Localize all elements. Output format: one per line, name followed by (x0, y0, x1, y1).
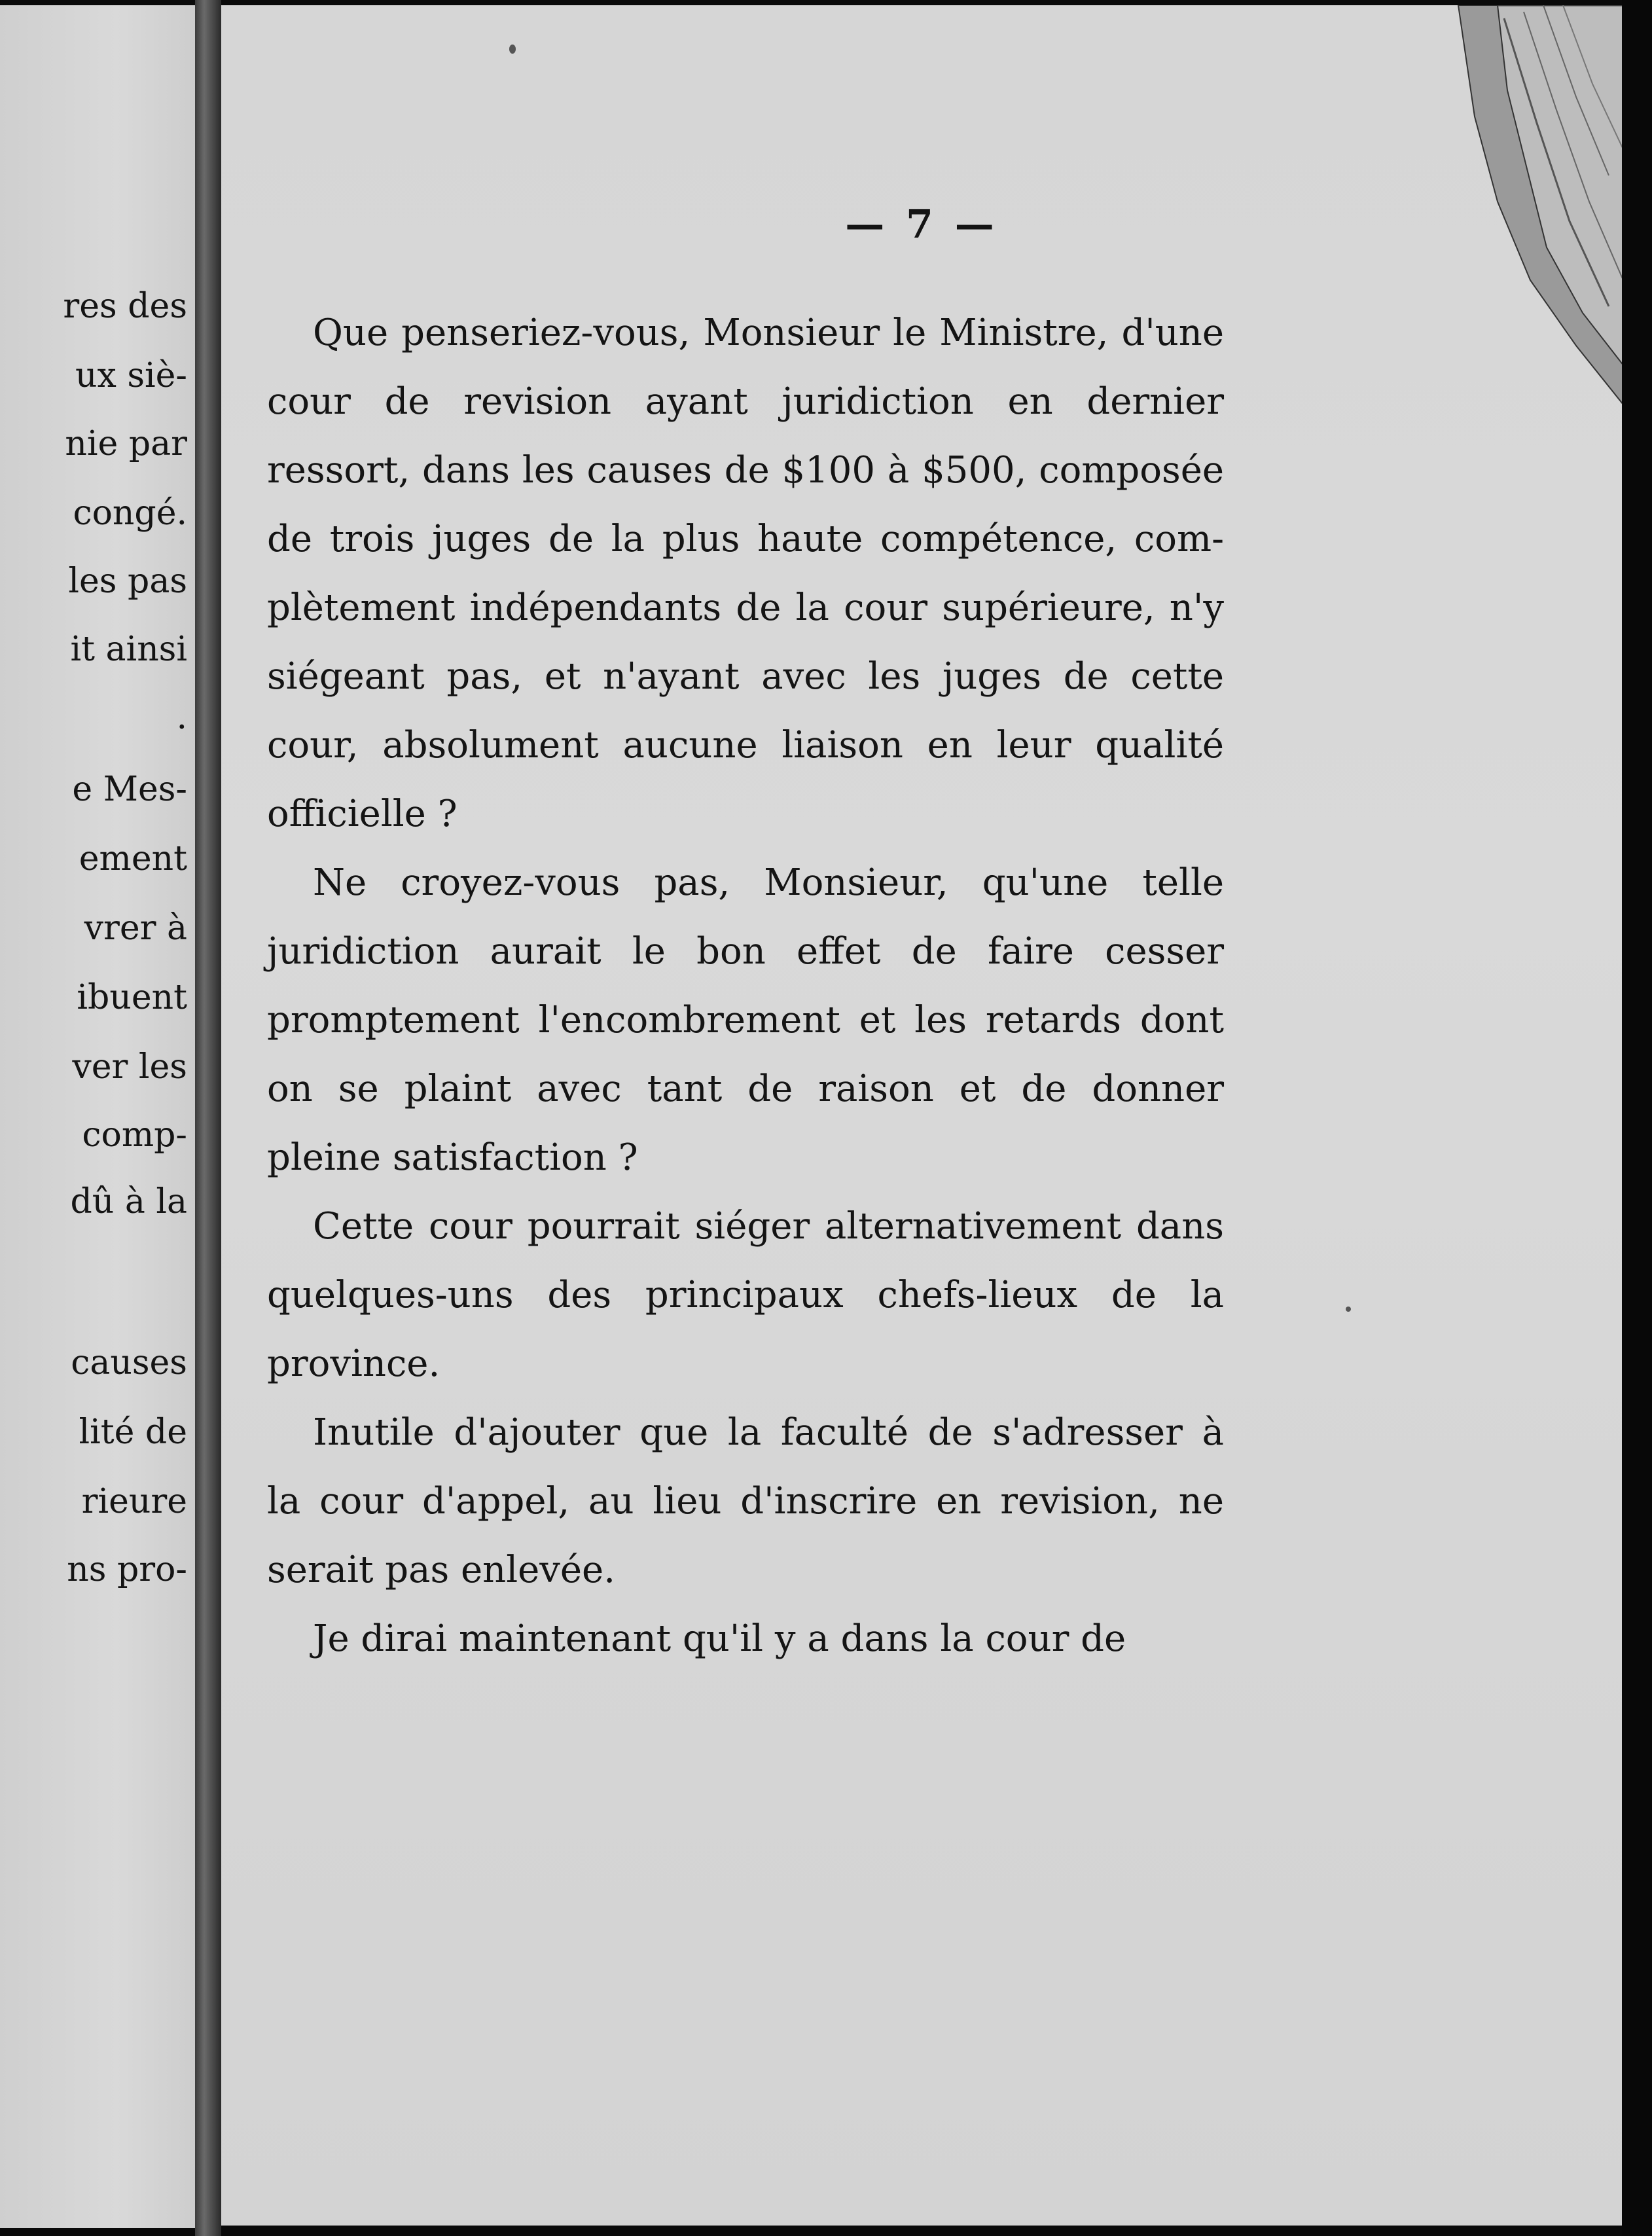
text-line: cour, absolument aucune liaison en leur qualité (267, 724, 1224, 766)
previous-page-fragment: causes (71, 1343, 187, 1382)
previous-page-fragment: . (176, 698, 187, 737)
text-line: la cour d'appel, au lieu d'inscrire en revision, ne (267, 1480, 1224, 1523)
page-number: — 7 — (845, 202, 998, 247)
previous-page-fragment: les pas (68, 562, 187, 601)
previous-page-fragment: vrer à (84, 909, 187, 948)
text-line: Ne croyez-vous pas, Monsieur, qu'une telle (313, 861, 1224, 904)
paragraph (267, 298, 1224, 848)
previous-page-fragment: res des (63, 287, 187, 326)
scan-speck (509, 45, 516, 54)
previous-page-fragment: dû à la (70, 1182, 187, 1221)
previous-page-fragment: lité de (79, 1413, 187, 1452)
paragraph (267, 1192, 1224, 1398)
paragraph (267, 1398, 1224, 1604)
paragraph (267, 848, 1224, 1192)
text-line: on se plaint avec tant de raison et de donner (267, 1068, 1224, 1110)
previous-page-edge (0, 5, 195, 2228)
previous-page-fragment: comp- (82, 1115, 187, 1155)
previous-page-fragment: congé. (73, 494, 187, 533)
scan-speck (1346, 1307, 1351, 1312)
text-line: quelques-uns des principaux chefs-lieux de la (267, 1274, 1224, 1316)
paragraph (267, 1604, 1224, 1673)
previous-page-fragment: ux siè- (75, 356, 187, 395)
body-text (267, 298, 1224, 1673)
current-page (221, 5, 1622, 2226)
text-line: siégeant pas, et n'ayant avec les juges de cette (267, 655, 1224, 698)
text-line: Que penseriez-vous, Monsieur le Ministre, d'une (313, 312, 1224, 354)
book-gutter (195, 0, 221, 2236)
previous-page-fragment: rieure (81, 1482, 187, 1521)
text-line: de trois juges de la plus haute compétence, com- (267, 518, 1224, 560)
scan-border (1622, 0, 1652, 2236)
text-line: Inutile d'ajouter que la faculté de s'adresser à (313, 1411, 1224, 1454)
text-line: serait pas enlevée. (267, 1549, 615, 1591)
previous-page-fragment: ver les (72, 1047, 187, 1087)
previous-page-fragment: ement (79, 839, 187, 878)
text-line: officielle ? (267, 793, 458, 835)
text-line: plètement indépendants de la cour supérieure, n'y (267, 586, 1224, 629)
text-line: ressort, dans les causes de $100 à $500, composée (267, 449, 1224, 492)
text-line: Je dirai maintenant qu'il y a dans la cour de (313, 1617, 1126, 1660)
previous-page-fragment: e Mes- (72, 770, 187, 809)
text-line: cour de revision ayant juridiction en dernier (267, 380, 1224, 423)
previous-page-fragment: nie par (65, 424, 187, 463)
text-line: province. (267, 1343, 440, 1385)
text-line: juridiction aurait le bon effet de faire cesser (267, 930, 1224, 973)
previous-page-fragment: ibuent (77, 978, 187, 1017)
previous-page-fragment: it ainsi (70, 630, 187, 669)
text-line: pleine satisfaction ? (267, 1136, 638, 1179)
text-line: Cette cour pourrait siéger alternativement dans (313, 1205, 1224, 1248)
text-line: promptement l'encombrement et les retards dont (267, 999, 1224, 1041)
previous-page-fragment: ns pro- (67, 1550, 187, 1589)
